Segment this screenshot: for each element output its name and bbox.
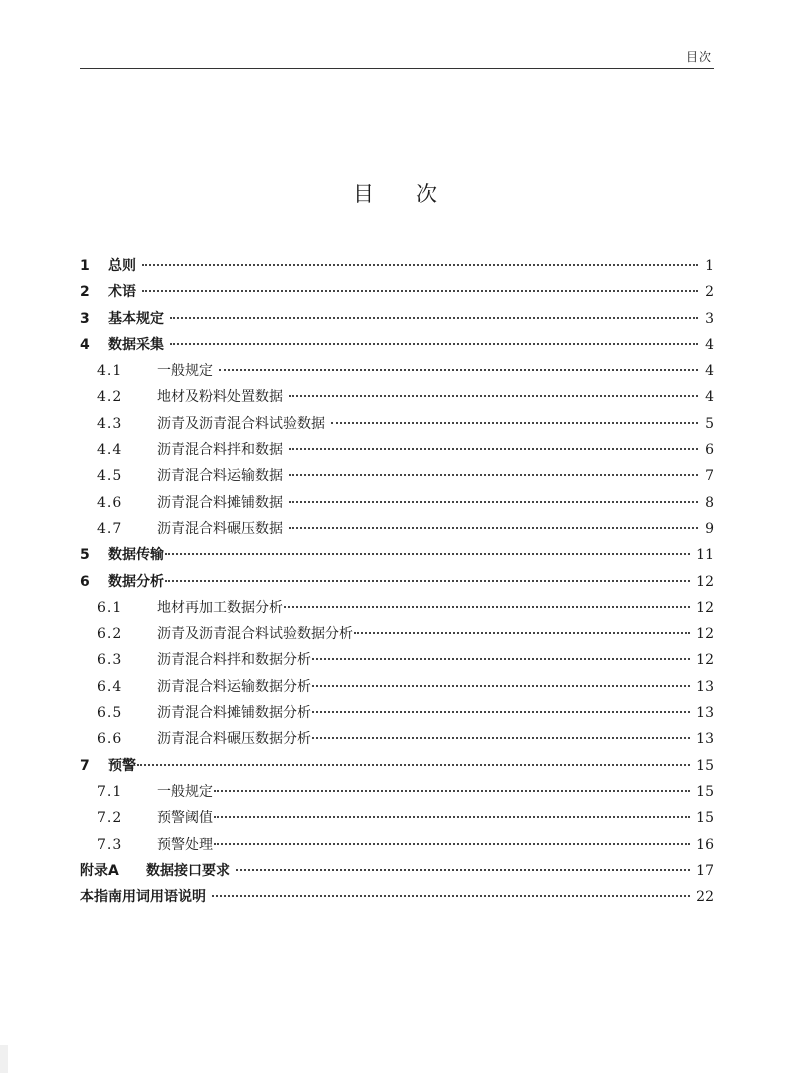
toc-entry-section-7-2[interactable] [80,807,714,833]
toc-entry-number: 4.5 [97,468,123,485]
toc-entry-title: 沥青混合料拌和数据 [157,442,283,459]
toc-entry-title: 基本规定 [108,310,164,327]
toc-entry-chapter-7[interactable] [80,755,714,781]
toc-entry-number: 7 [80,757,90,774]
dot-leader [142,290,698,292]
toc-entry-number: 5 [80,547,90,564]
toc-entry-title: 沥青混合料碾压数据 [157,520,283,537]
dot-leader [214,816,690,818]
toc-entry-section-7-3[interactable] [80,834,714,860]
toc-entry-appendix-a[interactable] [80,860,714,886]
toc-entry-page: 11 [696,547,714,564]
toc-entry-chapter-2[interactable] [80,281,714,307]
toc-entry-chapter-1[interactable] [80,255,714,281]
dot-leader [170,317,698,319]
toc-entry-page: 15 [696,757,714,774]
toc-entry-section-4-3[interactable] [80,413,714,439]
toc-entry-page: 12 [696,573,714,590]
dot-leader [289,474,698,476]
dot-leader [212,895,690,897]
toc-entry-page: 6 [705,442,714,459]
dot-leader [289,448,698,450]
toc-entry-title: 预警 [108,757,136,774]
toc-entry-title: 数据采集 [108,336,164,353]
toc-entry-number: 7.3 [97,836,123,853]
toc-entry-section-6-1[interactable] [80,597,714,623]
toc-entry-terminology-note[interactable] [80,886,714,912]
toc-entry-page: 8 [705,494,714,511]
toc-entry-page: 4 [705,363,714,380]
toc-entry-page: 4 [705,389,714,406]
dot-leader [289,395,698,397]
toc-entry-number: 2 [80,284,90,301]
toc-entry-title: 术语 [108,284,136,301]
toc-entry-title: 地材及粉料处置数据 [157,389,283,406]
toc-entry-page: 15 [696,783,714,800]
toc-entry-title: 本指南用词用语说明 [80,889,206,906]
toc-entry-title: 数据接口要求 [146,862,230,879]
toc-entry-title: 一般规定 [157,363,213,380]
toc-entry-number: 附录A [80,862,119,879]
table-of-contents [80,255,714,912]
toc-entry-number: 4.4 [97,442,123,459]
toc-entry-chapter-3[interactable] [80,308,714,334]
toc-entry-section-6-3[interactable] [80,649,714,675]
dot-leader [284,606,690,608]
toc-entry-number: 1 [80,258,90,274]
toc-entry-number: 4.6 [97,494,123,511]
toc-entry-chapter-6[interactable] [80,571,714,597]
dot-leader [214,843,690,845]
toc-entry-page: 17 [696,862,714,879]
toc-entry-section-6-6[interactable] [80,728,714,754]
toc-entry-number: 4.1 [97,363,123,380]
toc-entry-page: 13 [696,731,714,748]
scan-edge-mark [0,1045,8,1073]
dot-leader [354,632,690,634]
page-title: 目次 [353,182,479,206]
toc-entry-page: 7 [705,468,714,485]
dot-leader [219,369,698,371]
toc-entry-page: 12 [696,652,714,669]
toc-entry-number: 6.4 [97,678,123,695]
toc-entry-number: 4.3 [97,415,123,432]
toc-entry-section-6-4[interactable] [80,676,714,702]
toc-entry-section-4-4[interactable] [80,439,714,465]
dot-leader [312,685,690,687]
dot-leader [312,658,690,660]
toc-entry-page: 13 [696,678,714,695]
toc-entry-page: 15 [696,810,714,827]
toc-entry-title: 数据传输 [108,547,164,564]
toc-entry-title: 沥青混合料拌和数据分析 [157,652,311,669]
toc-entry-title: 沥青混合料摊铺数据 [157,494,283,511]
dot-leader [312,737,690,739]
toc-entry-page: 12 [696,599,714,616]
toc-entry-page: 12 [696,626,714,643]
dot-leader [137,764,690,766]
toc-entry-section-4-1[interactable] [80,360,714,386]
toc-entry-section-6-2[interactable] [80,623,714,649]
toc-entry-number: 6 [80,573,90,590]
dot-leader [214,790,690,792]
toc-entry-page: 5 [705,415,714,432]
toc-entry-title: 一般规定 [157,783,213,800]
toc-entry-title: 地材再加工数据分析 [157,599,283,616]
toc-entry-number: 7.2 [97,810,123,827]
toc-entry-section-4-6[interactable] [80,492,714,518]
toc-entry-page: 16 [696,836,714,853]
toc-entry-title: 沥青及沥青混合料试验数据 [157,415,325,432]
toc-entry-number: 6.2 [97,626,123,643]
toc-entry-number: 6.5 [97,705,123,722]
toc-entry-page: 4 [705,336,714,353]
dot-leader [236,869,690,871]
toc-entry-number: 6.6 [97,731,123,748]
toc-entry-chapter-4[interactable] [80,334,714,360]
dot-leader [165,553,690,555]
dot-leader [312,711,690,713]
toc-entry-title: 预警阈值 [157,810,213,827]
toc-entry-chapter-5[interactable] [80,544,714,570]
toc-entry-title: 沥青混合料运输数据分析 [157,678,311,695]
toc-entry-section-4-7[interactable] [80,518,714,544]
toc-entry-page: 3 [705,310,714,327]
dot-leader [142,264,698,266]
toc-entry-page: 1 [705,258,714,274]
toc-entry-number: 4 [80,336,90,353]
toc-entry-title: 沥青混合料碾压数据分析 [157,731,311,748]
toc-entry-number: 4.7 [97,520,123,537]
toc-entry-title: 沥青混合料运输数据 [157,468,283,485]
toc-entry-title: 沥青及沥青混合料试验数据分析 [157,626,353,643]
dot-leader [331,422,698,424]
toc-entry-number: 3 [80,310,90,327]
toc-entry-number: 6.3 [97,652,123,669]
toc-entry-page: 22 [696,889,714,906]
toc-entry-page: 9 [705,520,714,537]
header-rule [80,68,714,69]
toc-entry-page: 2 [705,284,714,301]
toc-entry-title: 数据分析 [108,573,164,590]
dot-leader [170,343,698,345]
running-header: 目次 [685,50,712,64]
toc-entry-page: 13 [696,705,714,722]
toc-entry-title: 沥青混合料摊铺数据分析 [157,705,311,722]
dot-leader [289,501,698,503]
toc-entry-title: 总则 [108,258,136,274]
toc-entry-number: 6.1 [97,599,123,616]
toc-entry-title: 预警处理 [157,836,213,853]
toc-entry-section-4-2[interactable] [80,386,714,412]
toc-entry-number: 7.1 [97,783,123,800]
toc-entry-section-6-5[interactable] [80,702,714,728]
toc-entry-number: 4.2 [97,389,123,406]
dot-leader [165,580,690,582]
toc-entry-section-7-1[interactable] [80,781,714,807]
dot-leader [289,527,698,529]
toc-entry-section-4-5[interactable] [80,465,714,491]
